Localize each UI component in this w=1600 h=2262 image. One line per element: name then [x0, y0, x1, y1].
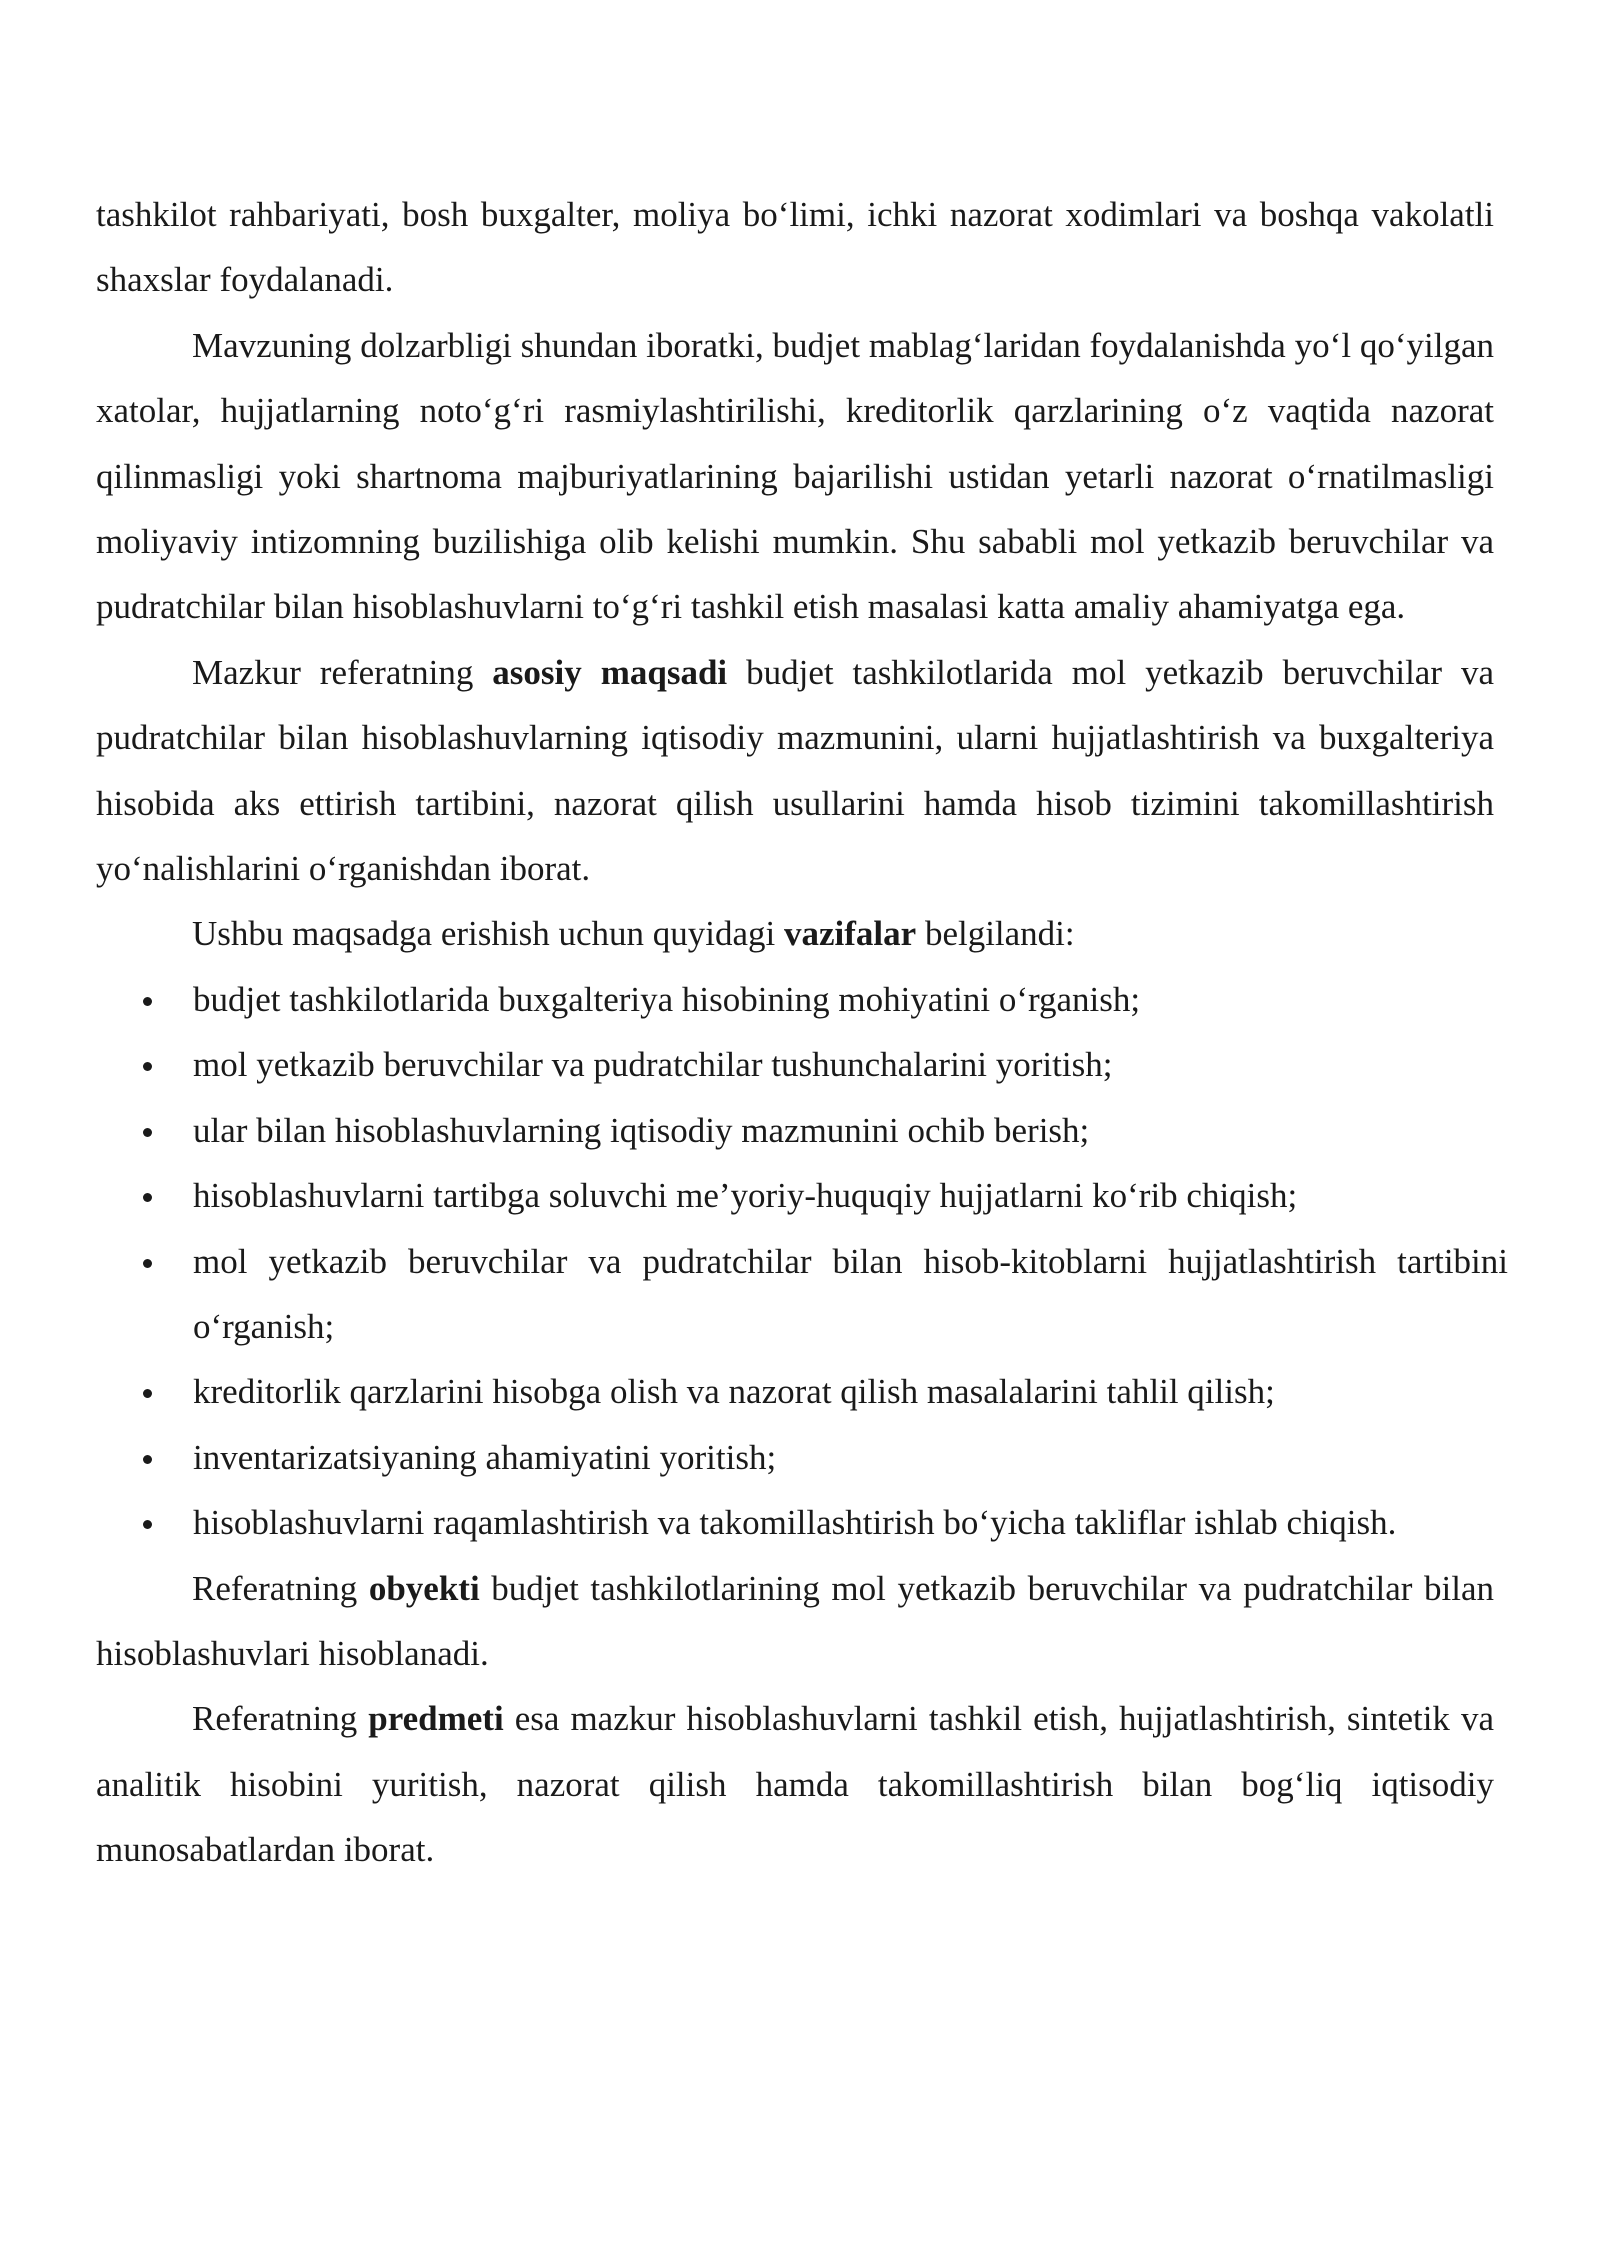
list-item-text: kreditorlik qarzlarini hisobga olish va nazorat qilish masalalarini tahlil qilish; [193, 1372, 1275, 1412]
list-item-text: hisoblashuvlarni raqamlashtirish va takomillashtirish bo‘yicha takliflar ishlab chiqish. [193, 1503, 1397, 1543]
bullet-dot-icon [143, 1520, 152, 1529]
bullet-dot-icon [143, 1389, 152, 1398]
goal-bold-term: asosiy maqsadi [492, 652, 728, 692]
list-item-text: inventarizatsiyaning ahamiyatini yoritish; [193, 1437, 777, 1477]
list-item-text: mol yetkazib beruvchilar va pudratchilar bilan hisob-kitoblarni hujjatlashtirish tartibini o‘rganish; [193, 1241, 1508, 1346]
object-text-before: Referatning [192, 1568, 369, 1608]
list-item [96, 1425, 1494, 1490]
bullet-dot-icon [143, 1062, 152, 1071]
tasks-bold-term: vazifalar [784, 914, 917, 954]
goal-text-after: budjet tashkilotlarida mol yetkazib beruvchilar va pudratchilar bilan hisoblashuvlarning iqtisodiy mazmunini, ularni hujjatlashtirish va buxgalteriya hisobida aks ettirish tartibini, nazorat qilish usullarini hamda hisob tizimini takomillashtirish yo‘nalishlarini o‘rganishdan iborat. [96, 652, 1494, 889]
list-item [96, 967, 1494, 1032]
paragraph-goal [96, 640, 1494, 902]
paragraph-subject [96, 1686, 1494, 1882]
object-text-after: budjet tashkilotlarining mol yetkazib beruvchilar va pudratchilar bilan hisoblashuvlari hisoblanadi. [96, 1568, 1494, 1673]
bullet-dot-icon [143, 1193, 152, 1202]
document-page [96, 182, 1508, 1883]
bullet-dot-icon [143, 1128, 152, 1137]
subject-bold-term: predmeti [368, 1699, 504, 1739]
list-item-text: ular bilan hisoblashuvlarning iqtisodiy mazmunini ochib berish; [193, 1110, 1090, 1150]
tasks-intro-before: Ushbu maqsadga erishish uchun quyidagi [192, 914, 784, 954]
paragraph-continuation: tashkilot rahbariyati, bosh buxgalter, moliya bo‘limi, ichki nazorat xodimlari va boshqa vakolatli shaxslar foydalanadi. [96, 195, 1494, 300]
paragraph-tasks-intro [96, 901, 1494, 966]
list-item-text: hisoblashuvlarni tartibga soluvchi me’yoriy-huquqiy hujjatlarni ko‘rib chiqish; [193, 1176, 1298, 1216]
list-item [96, 1098, 1494, 1163]
goal-text-before: Mazkur referatning [192, 652, 493, 692]
list-item-text: budjet tashkilotlarida buxgalteriya hisobining mohiyatini o‘rganish; [193, 979, 1141, 1019]
tasks-intro-after: belgilandi: [916, 914, 1075, 954]
bullet-dot-icon [143, 1455, 152, 1464]
list-item [96, 1229, 1508, 1360]
object-bold-term: obyekti [368, 1568, 480, 1608]
list-item [96, 1032, 1494, 1097]
bullet-dot-icon [143, 1259, 152, 1268]
subject-text-after: esa mazkur hisoblashuvlarni tashkil etish, hujjatlashtirish, sintetik va analitik hisobini yuritish, nazorat qilish hamda takomillashtirish bilan bog‘liq iqtisodiy munosabatlardan iborat. [96, 1699, 1494, 1870]
list-item [96, 1490, 1494, 1555]
paragraph-object [96, 1556, 1494, 1687]
list-item [96, 1359, 1494, 1424]
tasks-list [96, 967, 1508, 1556]
paragraph-relevance: Mavzuning dolzarbligi shundan iboratki, budjet mablag‘laridan foydalanishda yo‘l qo‘yilgan xatolar, hujjatlarning noto‘g‘ri rasmiylashtirilishi, kreditorlik qarzlarining o‘z vaqtida nazorat qilinmasligi yoki shartnoma majburiyatlarining bajarilishi ustidan yetarli nazorat o‘rnatilmasligi moliyaviy intizomning buzilishiga olib kelishi mumkin. Shu sababli mol yetkazib beruvchilar va pudratchilar bilan hisoblashuvlarni to‘g‘ri tashkil etish masalasi katta amaliy ahamiyatga ega. [96, 325, 1494, 627]
list-item-text: mol yetkazib beruvchilar va pudratchilar tushunchalarini yoritish; [193, 1045, 1113, 1085]
bullet-dot-icon [143, 997, 152, 1006]
subject-text-before: Referatning [192, 1699, 369, 1739]
list-item [96, 1163, 1494, 1228]
